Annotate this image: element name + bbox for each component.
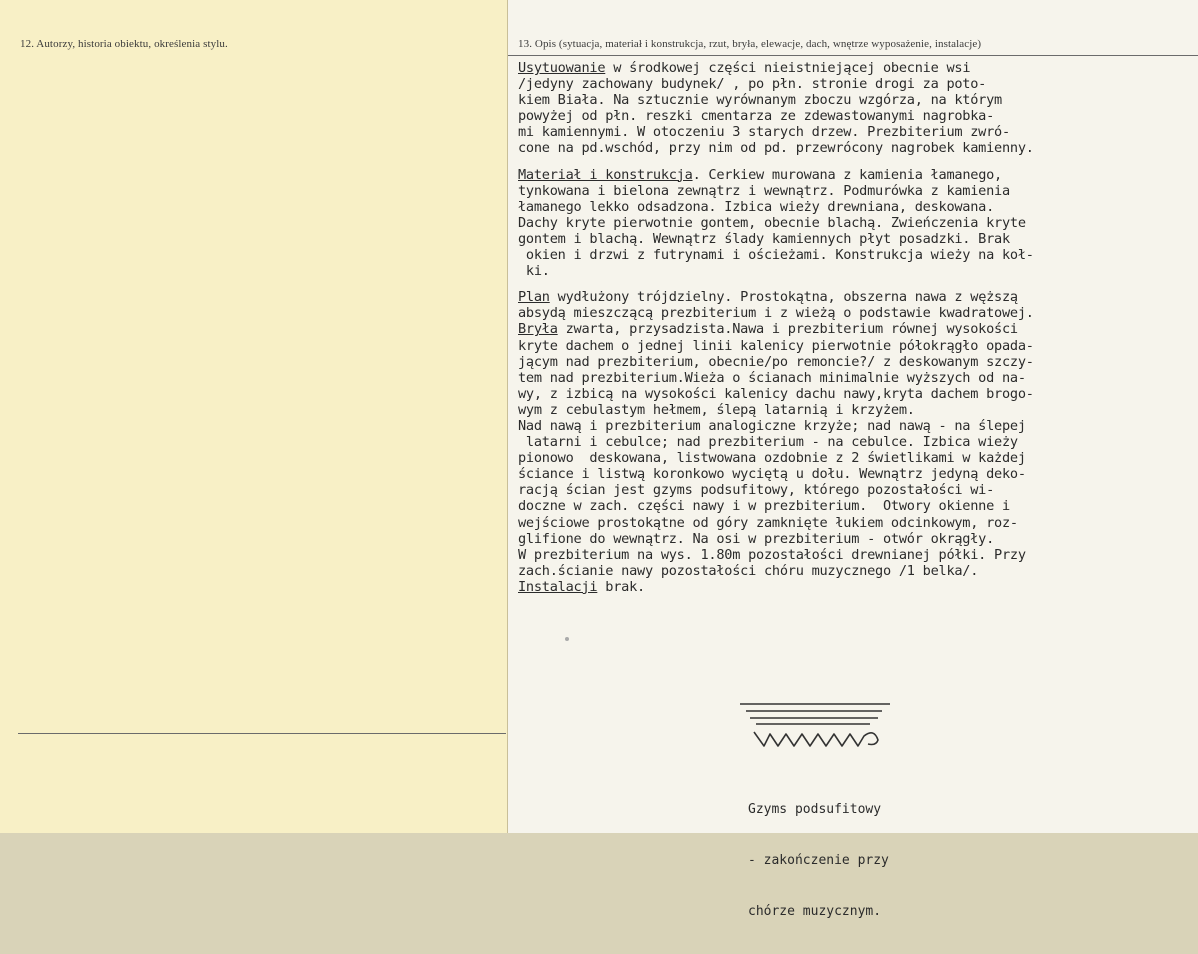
typed-line	[518, 402, 1194, 418]
typed-text: powyżej od płn. reszki cmentarza ze zdewastowanymi nagrobka-	[518, 108, 995, 125]
typed-line	[518, 124, 1194, 140]
typed-line	[518, 183, 1194, 199]
typed-line	[518, 354, 1194, 370]
field-13-heading: 13. Opis (sytuacja, materiał i konstrukcja, rzut, bryła, elewacje, dach, wnętrze wyposażenie, instalacje)	[518, 38, 982, 50]
typed-line	[518, 579, 1194, 595]
typed-line	[518, 531, 1194, 547]
typed-line	[518, 547, 1194, 563]
typed-line	[518, 466, 1194, 482]
typed-text: w środkowej części nieistniejącej obecnie wsi	[605, 60, 971, 76]
typed-line	[518, 60, 1194, 76]
typewritten-description	[518, 60, 1194, 595]
typed-text: Nad nawą i prezbiterium analogiczne krzyże; nad nawą - na ślepej	[518, 417, 1026, 434]
typed-text: doczne w zach. części nawy i w prezbiterium. Otwory okienne i	[518, 498, 1010, 515]
typed-text: kiem Biała. Na sztucznie wyrównanym zboczu wzgórza, na którym	[518, 92, 1002, 109]
typed-text: okien i drzwi z futrynami i ościeżami. Konstrukcja wieży na koł-	[518, 247, 1034, 264]
caption-line: - zakończenie przy	[748, 853, 889, 868]
typed-line	[518, 108, 1194, 124]
paragraph-gap	[518, 279, 1194, 289]
typed-line	[518, 370, 1194, 386]
typed-line	[518, 215, 1194, 231]
typed-line	[518, 305, 1194, 321]
typed-line	[518, 92, 1194, 108]
typed-line	[518, 76, 1194, 92]
typed-text: mi kamiennymi. W otoczeniu 3 starych drzew. Prezbiterium zwró-	[518, 124, 1010, 141]
typed-text: zach.ścianie nawy pozostałości chóru muzycznego /1 belka/.	[518, 562, 979, 579]
ink-speck	[565, 637, 569, 641]
typed-text: ściance i listwą koronkowo wyciętą u dołu. Wewnątrz jedyną deko-	[518, 466, 1026, 483]
section-keyword: Bryła	[518, 321, 558, 338]
typed-text: racją ścian jest gzyms podsufitowy, którego pozostałości wi-	[518, 482, 995, 499]
typed-line	[518, 289, 1194, 305]
typed-line	[518, 386, 1194, 402]
typed-text: tynkowana i bielona zewnątrz i wewnątrz. Podmurówka z kamienia	[518, 182, 1010, 199]
right-page	[508, 0, 1198, 919]
typed-line	[518, 563, 1194, 579]
typed-text: pionowo deskowana, listwowana ozdobnie z 2 świetlikami w każdej	[518, 450, 1026, 467]
typed-line	[518, 515, 1194, 531]
typed-line	[518, 321, 1194, 337]
typed-text: wym z cebulastym hełmem, ślepą latarnią i krzyżem.	[518, 401, 915, 418]
typed-text: zwarta, przysadzista.Nawa i prezbiterium równej wysokości	[557, 321, 1018, 338]
field-12-heading: 12. Autorzy, historia obiektu, określenia stylu.	[20, 38, 228, 50]
typed-line	[518, 498, 1194, 514]
cornice-sketch-drawing	[740, 702, 900, 754]
typed-text: glifione do wewnątrz. Na osi w prezbiterium - otwór okrągły.	[518, 530, 995, 547]
typed-text: jącym nad prezbiterium, obecnie/po remoncie?/ z deskowanym szczy-	[518, 353, 1034, 370]
typed-text: /jedyny zachowany budynek/ , po płn. stronie drogi za poto-	[518, 76, 987, 93]
typed-text: brak.	[597, 578, 645, 595]
typed-line	[518, 199, 1194, 215]
caption-line: Gzyms podsufitowy	[748, 802, 882, 817]
sketch-caption	[748, 767, 889, 954]
typed-text: ki.	[518, 263, 550, 280]
typed-text: wejściowe prostokątne od góry zamknięte łukiem odcinkowym, roz-	[518, 514, 1018, 531]
typed-text: kryte dachem o jednej linii kalenicy pierwotnie półokrągło opada-	[518, 337, 1034, 354]
section-keyword: Materiał i konstrukcja	[518, 166, 693, 183]
typed-line	[518, 482, 1194, 498]
paragraph-gap	[518, 157, 1194, 167]
section-keyword: Instalacji	[518, 578, 598, 595]
typed-line	[518, 418, 1194, 434]
typed-text: W prezbiterium na wys. 1.80m pozostałości drewnianej półki. Przy	[518, 546, 1026, 563]
typed-line	[518, 263, 1194, 279]
typed-line	[518, 434, 1194, 450]
typed-text: gontem i blachą. Wewnątrz ślady kamiennych płyt posadzki. Brak	[518, 230, 1010, 247]
typed-text: łamanego lekko odsadzona. Izbica wieży drewniana, deskowana.	[518, 198, 995, 215]
typed-text: cone na pd.wschód, przy nim od pd. przewrócony nagrobek kamienny.	[518, 140, 1034, 157]
section-keyword: Plan	[518, 289, 550, 306]
typed-line	[518, 450, 1194, 466]
typed-line	[518, 140, 1194, 156]
typed-text: . Cerkiew murowana z kamienia łamanego,	[692, 166, 1002, 183]
typed-text: wydłużony trójdzielny. Prostokątna, obszerna nawa z węższą	[549, 289, 1018, 306]
left-page	[0, 0, 508, 833]
typed-text: Dachy kryte pierwotnie gontem, obecnie blachą. Zwieńczenia kryte	[518, 214, 1026, 231]
typed-line	[518, 247, 1194, 263]
caption-line: chórze muzycznym.	[748, 904, 882, 919]
section-keyword: Usytuowanie	[518, 60, 606, 76]
typed-text: wy, z izbicą na wysokości kalenicy dachu nawy,kryta dachem brogo-	[518, 385, 1034, 402]
typed-line	[518, 338, 1194, 354]
typed-line	[518, 167, 1194, 183]
typed-text: absydą mieszczącą prezbiterium i z wieżą o podstawie kwadratowej.	[518, 305, 1034, 322]
typed-text: latarni i cebulce; nad prezbiterium - na cebulce. Izbica wieży	[518, 434, 1018, 451]
typed-line	[518, 231, 1194, 247]
typed-text: tem nad prezbiterium.Wieża o ścianach minimalnie wyższych od na-	[518, 369, 1026, 386]
field-divider-line	[18, 733, 506, 734]
header-rule	[508, 55, 1198, 56]
